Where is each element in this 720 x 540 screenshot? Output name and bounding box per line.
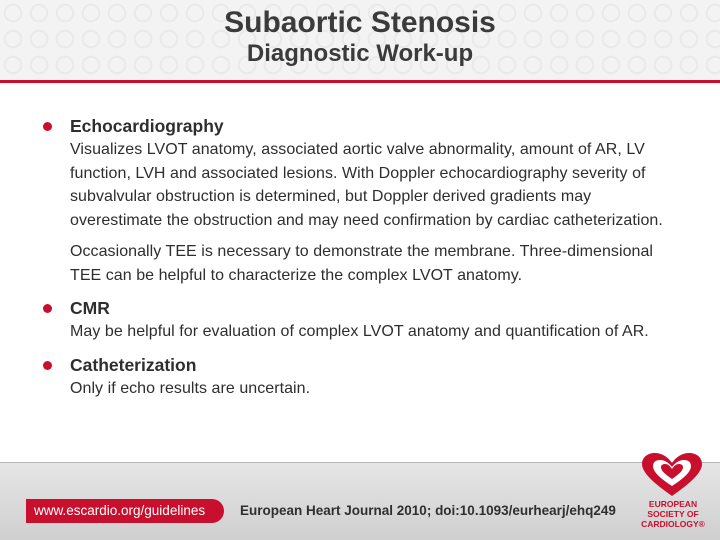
logo-line: EUROPEAN bbox=[648, 499, 698, 509]
bullet-paragraph: Visualizes LVOT anatomy, associated aortic valve abnormality, amount of AR, LV function, LVH and associated lesions. With Doppler echocardiography severity of subvalvular obstruction is determined, but Doppler derived gradients may overestimate the obstruction and may need confirmation by cardiac catheterization. bbox=[70, 141, 663, 229]
bullet-heading: Echocardiography bbox=[70, 116, 224, 136]
bullet-cmr bbox=[42, 296, 682, 344]
esc-logo-wordmark bbox=[630, 499, 716, 529]
bullet-heading: Catheterization bbox=[70, 354, 197, 375]
slide-subtitle: Diagnostic Work-up bbox=[246, 40, 474, 67]
bullet-paragraph: Occasionally TEE is necessary to demonstrate the membrane. Three-dimensional TEE can be helpful to characterize the complex LVOT anatomy. bbox=[70, 243, 654, 284]
guidelines-link[interactable] bbox=[26, 499, 224, 523]
logo-line: CARDIOLOGY® bbox=[641, 519, 705, 529]
logo-line: SOCIETY OF bbox=[647, 509, 699, 519]
bullet-heading: CMR bbox=[70, 298, 110, 318]
guidelines-link-text[interactable]: www.escardio.org/guidelines bbox=[34, 503, 206, 518]
bullet-catheterization bbox=[42, 353, 682, 401]
bullet-dot-icon bbox=[43, 304, 52, 313]
journal-citation: European Heart Journal 2010; doi:10.1093/eurhearj/ehq249 bbox=[240, 503, 616, 518]
slide-title: Subaortic Stenosis bbox=[224, 6, 496, 39]
bullet-echocardiography bbox=[42, 114, 682, 287]
bullet-dot-icon bbox=[43, 361, 52, 370]
slide-content bbox=[42, 114, 682, 409]
bullet-paragraph: May be helpful for evaluation of complex LVOT anatomy and quantification of AR. bbox=[70, 323, 649, 340]
footer-divider bbox=[0, 462, 720, 463]
bullet-dot-icon bbox=[43, 122, 52, 131]
header-divider bbox=[0, 80, 720, 83]
bullet-paragraph: Only if echo results are uncertain. bbox=[70, 379, 311, 397]
esc-heart-logo-icon bbox=[640, 452, 704, 498]
